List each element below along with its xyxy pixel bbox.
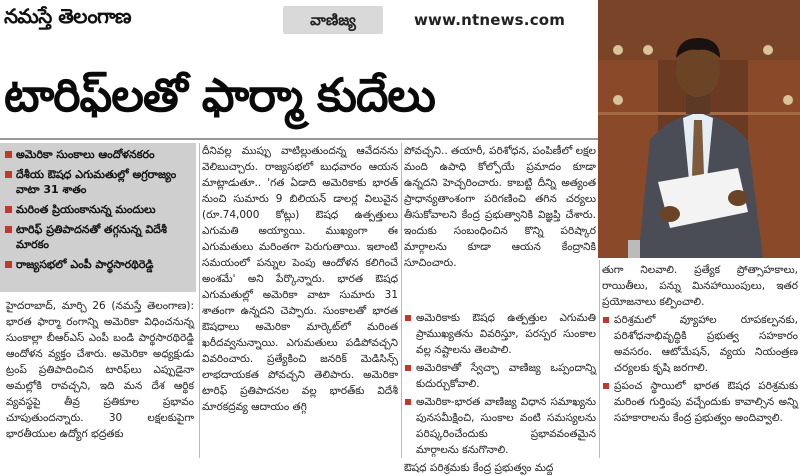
article-column-1 [6, 298, 194, 458]
highlight-item: దేశీయ ఔషధ ఎగుమతుల్లో అగ్రరాజ్యం వాటా 31 శాతం [4, 167, 192, 197]
suggestion-item: ప్రపంచ స్థాయిలో భారత ఔషధ పరిశ్రమకు మరింత గుర్తింపు వచ్చేందుకు కావాల్సిన అన్ని సహకారాలను కేంద్ర ప్రభుత్వం అందివ్వాలి. [602, 378, 798, 426]
speaker-at-podium-icon [598, 0, 800, 258]
suggestion-item: పరిశ్రమలో వ్యూహాల రూపకల్పనకు, పరిశోధనాభివృద్ధికి ప్రభుత్వ సహకారం అవసరం. ఆటోమేషన్, వ్యయ నియంత్రణ చర్యలకు కృషి జరగాలి. [602, 312, 798, 376]
article-headline: టారిఫ్‌లతో ఫార్మా కుదేలు [4, 68, 435, 122]
newspaper-name: నమస్తే తెలంగాణ [4, 4, 132, 28]
suggestion-item: అమెరికాకు ఔషధ ఉత్పత్తుల ఎగుమతి ప్రాముఖ్యతను వివరిస్తూ, పరస్పర సుంకాల వల్ల నష్టాలను తెలపాలి. [404, 310, 596, 358]
article-column-3-points [404, 310, 596, 474]
column-divider [599, 260, 600, 458]
article-paragraph: హైదరాబాద్, మార్చి 26 (నమస్తే తెలంగాణ): భారత ఫార్మా రంగాన్ని అమెరికా విధించనున్న సుంకాల్లా బీఆర్ఎస్ ఎంపీ బండి పార్థసారథిరెడ్డి ఆందోళన వ్యక్తం చేశారు. అమెరికా అధ్యక్షుడు ట్రంప్ ప్రతిపాదించిన టారిఫ్‌లు ఎప్పుడైనా అమల్లోకి రావచ్చని, ఇది మన దేశ ఆర్థిక వ్యవస్థపై తీవ్ర ప్రతికూల ప్రభావం చూపుతుందన్నారు. 30 లక్షలకుపైగా భారతీయుల ఉద్యోగ భద్రతకు [6, 300, 194, 440]
section-tag: వాణిజ్య [283, 6, 383, 34]
highlight-item: అమెరికా సుంకాలు ఆందోళనకరం [4, 147, 192, 162]
speaker-photo [598, 0, 800, 258]
article-paragraph: ఔషధ పరిశ్రమకు కేంద్ర ప్రభుత్వం మద్ద [404, 462, 554, 474]
divider [0, 138, 598, 140]
article-column-4 [602, 262, 798, 458]
column-divider [401, 143, 402, 458]
suggestion-item: అమెరికాతో స్వేచ్ఛా వాణిజ్య ఒప్పందాన్ని కుదుర్చుకోవాలి. [404, 360, 596, 392]
article-paragraph: పోవచ్చని.. తయారీ, పరిశోధన, పంపిణీలో లక్షల మంది ఉపాధి కోల్పోయే ప్రమాదం కూడా ఉన్నదని హెచ్చరించారు. కాబట్టి దీన్ని అత్యంత ప్రాధాన్యతాంశంగా పరిగణించి తగిన చర్యలు తీసుకోవాలని కేంద్ర ప్రభుత్వానికి విజ్ఞప్తి చేశారు. ఇందుకు సంబంధించిన కొన్ని పరిష్కార మార్గాలను కూడా ఆయన కేంద్రానికి సూచించారు. [404, 145, 596, 269]
suggestion-item: అమెరికా-భారత వాణిజ్య విధాన సమాఖ్యను పునసమీక్షించి, సుంకాల వంటి సమస్యలను పరిష్కరించేందుకు ప్రభావవంతమైన మార్గాలను కనుగొనాలి. [404, 394, 596, 458]
highlight-item: రాజ్యసభలో ఎంపీ పార్థసారథిరెడ్డి [4, 257, 192, 272]
highlights-box [0, 143, 196, 292]
article-column-2 [202, 143, 398, 458]
article-paragraph: తుగా నిలవాలి. ప్రత్యేక ప్రోత్సాహకాలు, రాయితీలు, పన్ను మినహాయింపులు, ఇతర ప్రయోజనాలు కల్పించాలి. [602, 264, 798, 308]
article-column-3 [404, 143, 596, 308]
column-divider [199, 143, 200, 458]
article-paragraph: దీనివల్ల ముప్పు వాటిల్లుతుందన్న ఆవేదనను వెలిబుచ్చారు. రాజ్యసభలో బుధవారం ఆయన మాట్లాడుతూ.. 'గత ఏడాది అమెరికాకు భారత్ నుంచి సుమారు 9 బిలియన్ డాలర్ల విలువైన (రూ.74,000 కోట్లు) ఔషధ ఉత్పత్తులు ఎగుమతి అయ్యాయి. ముఖ్యంగా ఈ ఎగుమతులు మరింతగా పెరుగుతాయి. ఇలాంటి సమయంలో పన్నుల పెంపు ఆందోళన కలిగించే అంశమే' అని పేర్కొన్నారు. భారత ఔషధ ఎగుమతుల్లో అమెరికా వాటా సుమారు 31 శాతంగా ఉన్నదని చెప్పారు. సుంకాలతో భారత ఔషధాలు అమెరికా మార్కెట్‌లో మరింత ఖరీదవ్వనున్నాయి. ఎగుమతులు పడిపోవచ్చని వివరించారు. ప్రత్యేకించి జనరిక్ మెడిసిన్స్ లాభదాయకత పోవచ్చని తెలిపారు. అమెరికా టారిఫ్ ప్రతిపాదనల వల్ల భారత్‌కు విదేశీ మారకద్రవ్య ఆదాయం తగ్గి [202, 145, 398, 413]
site-url[interactable]: www.ntnews.com [414, 11, 566, 29]
highlight-item: మరింత ప్రియంకానున్న మందులు [4, 202, 192, 217]
highlight-item: టారిఫ్ ప్రతిపాదనతో తగ్గనున్న విదేశీ మారకం [4, 222, 192, 252]
masthead [0, 0, 598, 40]
